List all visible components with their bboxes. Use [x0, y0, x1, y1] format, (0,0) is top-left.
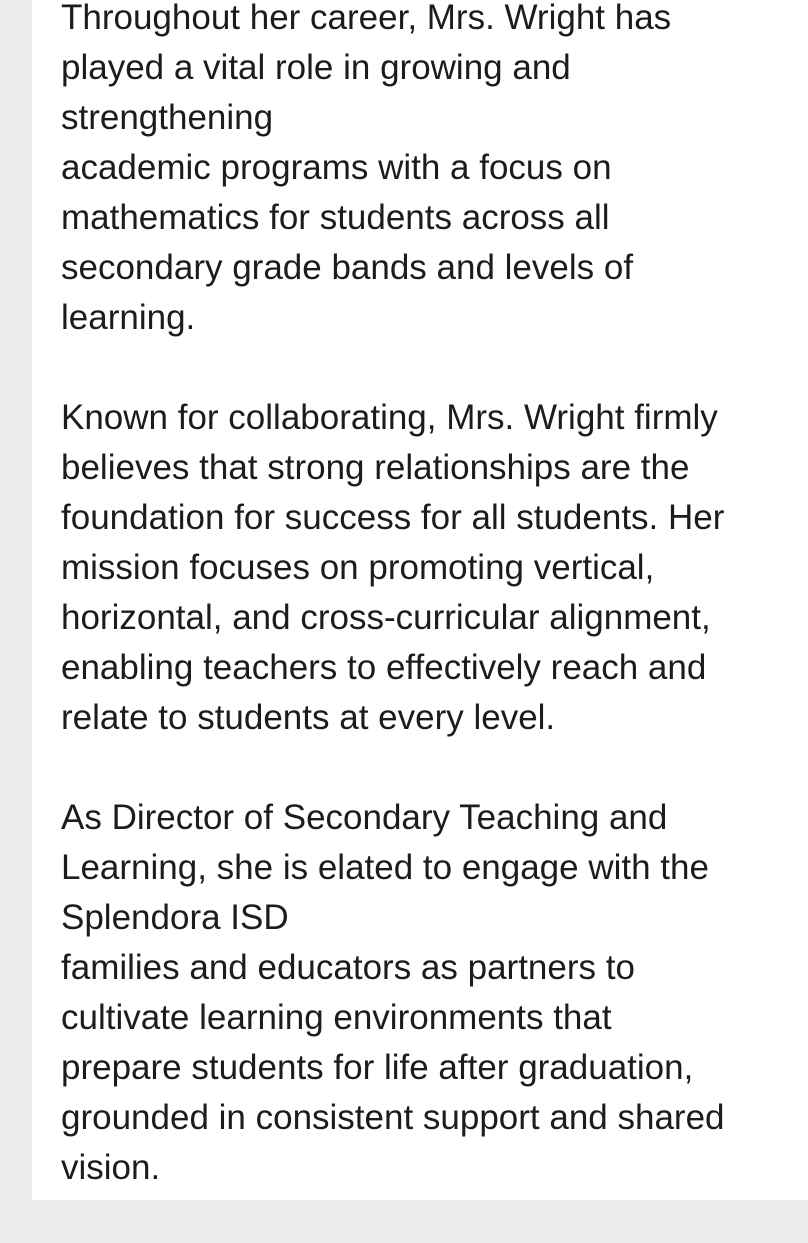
text-line: families and educators as partners to: [61, 948, 635, 987]
text-line: foundation for success for all students. Her: [61, 498, 725, 537]
paragraph-career: [61, 0, 801, 343]
text-line: learning.: [61, 298, 196, 337]
text-line: Splendora ISD: [61, 898, 289, 937]
text-line: mathematics for students across all: [61, 198, 610, 237]
text-line: strengthening: [61, 98, 274, 137]
text-line: mission focuses on promoting vertical,: [61, 548, 655, 587]
paragraph-collaboration: [61, 393, 801, 743]
text-line: enabling teachers to effectively reach and: [61, 648, 707, 687]
article-body: [61, 0, 801, 1243]
text-line: grounded in consistent support and shared: [61, 1098, 725, 1137]
text-line: played a vital role in growing and: [61, 48, 571, 87]
text-line: secondary grade bands and levels of: [61, 248, 634, 287]
text-line: cultivate learning environments that: [61, 998, 612, 1037]
text-line: vision.: [61, 1148, 161, 1187]
paragraph-director-role: [61, 793, 801, 1193]
text-line: relate to students at every level.: [61, 698, 556, 737]
text-line: academic programs with a focus on: [61, 148, 612, 187]
text-line: horizontal, and cross-curricular alignment,: [61, 598, 711, 637]
text-line: believes that strong relationships are the: [61, 448, 690, 487]
text-line: Learning, she is elated to engage with the: [61, 848, 709, 887]
text-line: Throughout her career, Mrs. Wright has: [61, 0, 672, 37]
text-line: As Director of Secondary Teaching and: [61, 798, 668, 837]
text-line: Known for collaborating, Mrs. Wright firmly: [61, 398, 718, 437]
document-page: [32, 0, 808, 1200]
text-line: prepare students for life after graduation,: [61, 1048, 694, 1087]
